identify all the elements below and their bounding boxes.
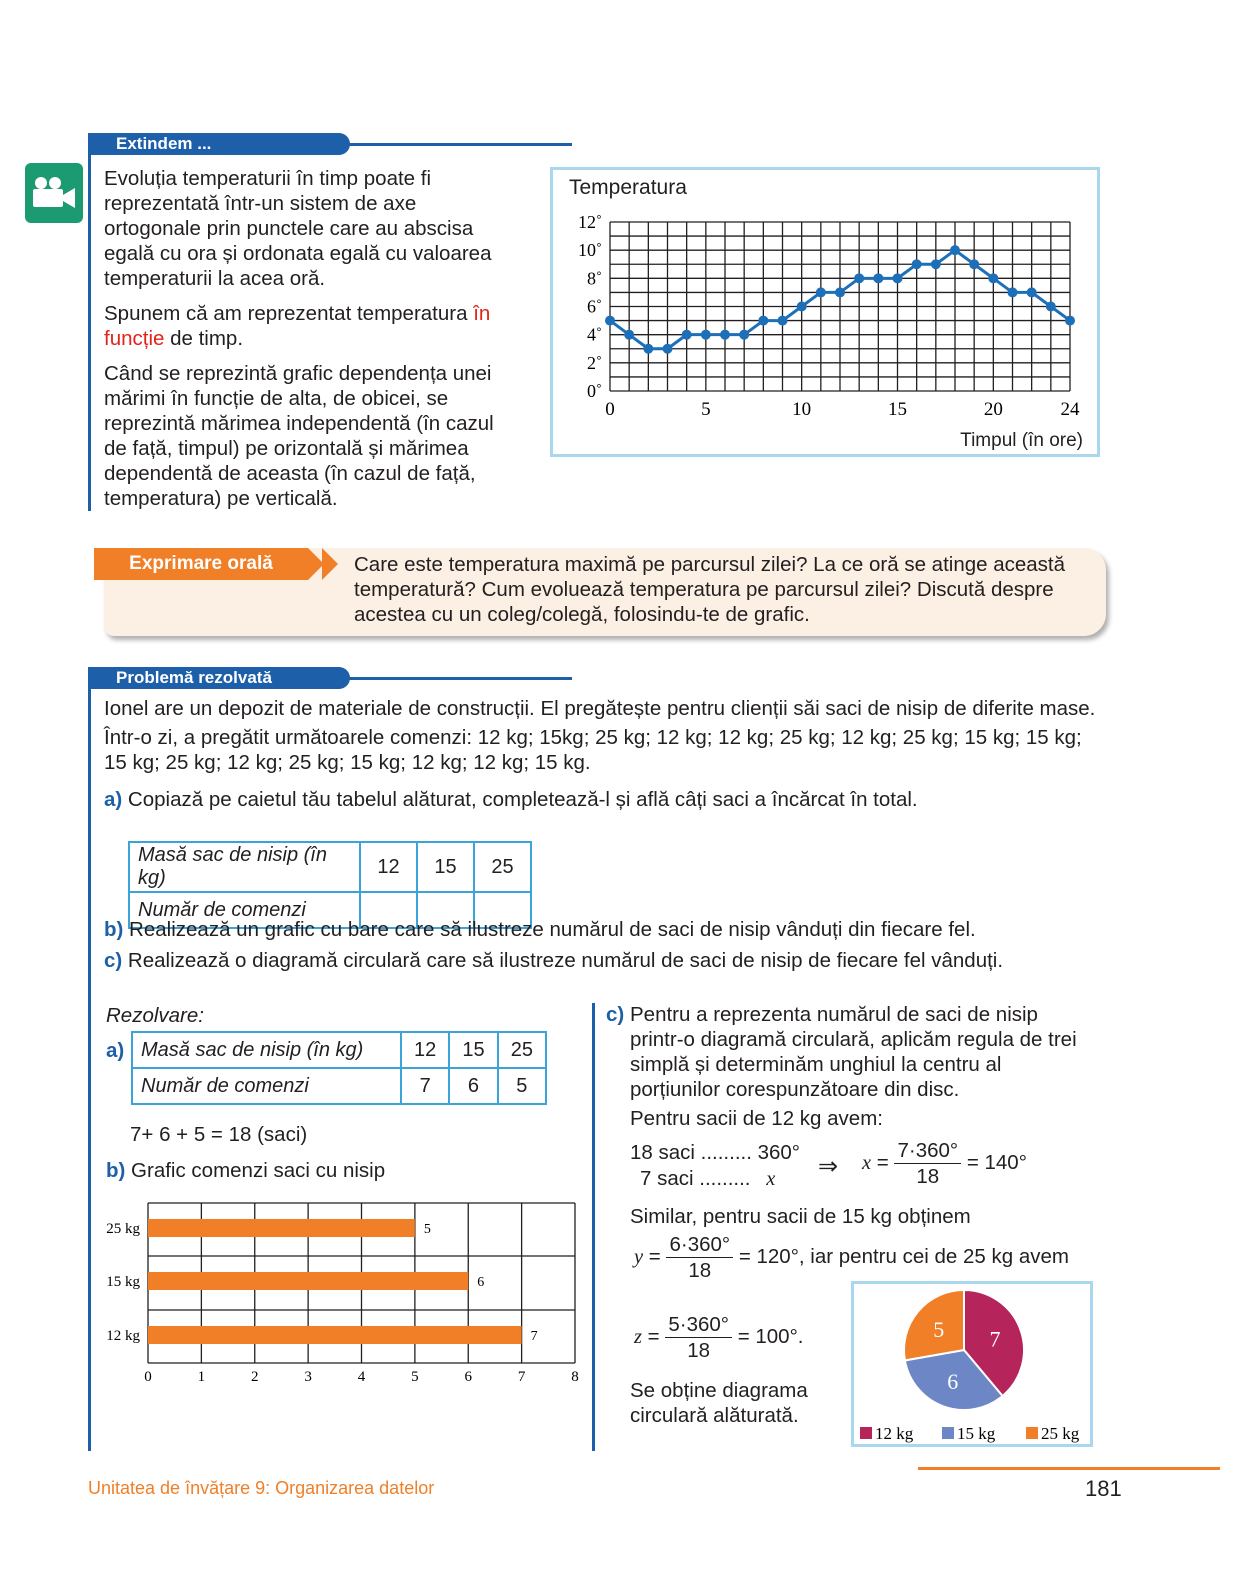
- solution-c-paragraph-2: Pentru sacii de 12 kg avem:: [630, 1107, 883, 1130]
- eq-x-result: 140°: [984, 1150, 1027, 1174]
- temperature-data-point: [605, 316, 615, 326]
- eq-y-tail: , iar pentru cei de 25 kg avem: [798, 1244, 1069, 1268]
- eq-z-result: 100°.: [755, 1324, 804, 1348]
- task-b-label: b): [104, 918, 124, 941]
- temperature-data-point: [758, 316, 768, 326]
- eq-x-lhs: x: [862, 1151, 872, 1174]
- in-functie-highlight: în funcție: [104, 302, 491, 350]
- solution-table-mass: 15: [449, 1032, 497, 1068]
- solution-b-label: b): [106, 1159, 126, 1182]
- solution-table-row2-label: Număr de comenzi: [132, 1068, 401, 1104]
- temperature-data-point: [682, 330, 692, 340]
- column-divider: [592, 1003, 595, 1451]
- y-tick-label: 6˚: [587, 296, 602, 317]
- y-tick-label: 0˚: [587, 381, 602, 401]
- extindem-paragraph-1: Evoluția temperaturii în timp poate fi reprezentată într-un sistem de axe ortogonale prin punctele care au abscisa egală cu ora și ordonata egală cu valoarea temperaturii la acea oră.: [104, 167, 492, 290]
- x-tick-label: 2: [251, 1369, 259, 1385]
- solution-table-mass: 25: [498, 1032, 546, 1068]
- temperature-data-point: [988, 273, 998, 283]
- task-c: [104, 948, 1104, 973]
- x-tick-label: 0: [144, 1369, 152, 1385]
- temperature-data-point: [1065, 316, 1075, 326]
- solution-table: [131, 1031, 547, 1105]
- solution-sum: 7+ 6 + 5 = 18 (saci): [130, 1123, 308, 1146]
- oral-expression-label: Exprimare orală: [94, 548, 308, 580]
- temperature-data-point: [816, 287, 826, 297]
- solution-table-count: 5: [498, 1068, 546, 1104]
- footer-unit-title: Unitatea de învățare 9: Organizarea datelor: [88, 1478, 435, 1498]
- temperature-data-point: [663, 344, 673, 354]
- y-tick-label: 12˚: [578, 212, 602, 232]
- pie-slice-label: 7: [989, 1326, 1001, 1352]
- temperature-chart-xlabel: Timpul (în ore): [960, 430, 1083, 451]
- temperature-data-point: [873, 273, 883, 283]
- solution-c-label: c): [606, 1003, 625, 1026]
- rule-line-2-var: x: [766, 1168, 776, 1190]
- bar: [148, 1272, 468, 1290]
- task-table-mass: 25: [474, 842, 531, 892]
- temperature-data-point: [969, 259, 979, 269]
- problem-statement: [104, 696, 1104, 812]
- problem-intro-1: Ionel are un depozit de materiale de construcții. El pregătește pentru clienții săi saci de nisip de diferite mase.: [104, 697, 1096, 720]
- task-table: [128, 841, 532, 929]
- problem-label: Problemă rezolvată: [88, 667, 350, 689]
- x-tick-label: 1: [197, 1369, 206, 1385]
- equation-y: y = $\frac{6\cdot 360^\circ}{18}$ = 120°, iar pentru cei de 25 kg avem: [634, 1233, 1069, 1282]
- p2-after: de timp.: [164, 327, 244, 350]
- temperature-data-point: [720, 330, 730, 340]
- x-tick-label: 10: [792, 399, 812, 420]
- rule-of-three-line-1: 18 saci ......... 360°: [630, 1141, 801, 1164]
- p2-before: Spunem că am reprezentat temperatura: [104, 302, 474, 325]
- bar: [148, 1219, 415, 1237]
- task-table-mass: 15: [417, 842, 474, 892]
- y-tick-label: 8˚: [587, 268, 602, 289]
- task-table-row1-label: Masă sac de nisip (în kg): [129, 842, 360, 892]
- legend-swatch: [942, 1427, 954, 1439]
- task-a-label: a): [104, 788, 123, 811]
- task-a-text: Copiază pe caietul tău tabelul alăturat, completează-l și află câți saci a încărcat în total.: [122, 788, 918, 811]
- equation-x: x = $\frac{7\cdot 360^\circ}{18}$ = 140°: [862, 1139, 1027, 1188]
- rule-of-three-line-2: [640, 1166, 775, 1192]
- x-tick-label: 7: [517, 1369, 526, 1385]
- extindem-text: [104, 166, 504, 521]
- temperature-data-point: [835, 287, 845, 297]
- temperature-chart-frame: [550, 167, 1100, 457]
- solution-c-text: [630, 1002, 1090, 1131]
- extindem-header: [88, 133, 572, 155]
- solution-a-label: a): [106, 1039, 125, 1062]
- temperature-data-point: [797, 302, 807, 312]
- temperature-data-point: [931, 259, 941, 269]
- y-tick-label: 4˚: [587, 324, 602, 345]
- task-b: [104, 917, 1104, 942]
- eq-y-result: 120°: [756, 1244, 799, 1268]
- footer-rule: [918, 1467, 1220, 1470]
- eq-x-numerator: 7·360°: [894, 1138, 961, 1164]
- legend-swatch: [860, 1427, 872, 1439]
- task-a: [104, 787, 1104, 812]
- problem-header-line: [328, 677, 572, 680]
- extindem-paragraph-2: [104, 301, 504, 351]
- temperature-data-point: [643, 344, 653, 354]
- solution-c-paragraph-3: Similar, pentru sacii de 15 kg obținem: [630, 1205, 971, 1228]
- rezolvare-label: Rezolvare:: [106, 1004, 204, 1027]
- solution-table-row1-label: Masă sac de nisip (în kg): [132, 1032, 401, 1068]
- video-camera-icon[interactable]: [25, 163, 83, 223]
- temperature-data-point: [950, 245, 960, 255]
- temperature-chart-title: Temperatura: [569, 176, 687, 199]
- x-tick-label: 15: [888, 399, 907, 420]
- x-tick-label: 4: [357, 1369, 366, 1385]
- problem-intro-2: Într-o zi, a pregătit următoarele comenzi: 12 kg; 15kg; 25 kg; 12 kg; 12 kg; 25 kg; 12 kg; 25 kg; 15 kg; 15 kg; 15 kg; 25 kg; 12 kg; 25 kg; 15 kg; 12 kg; 12 kg; 15 kg.: [104, 726, 1082, 774]
- implies-symbol: ⇒: [818, 1154, 839, 1180]
- x-tick-label: 5: [701, 399, 711, 420]
- bar-category-label: 15 kg: [106, 1274, 140, 1290]
- rule-line-2-text: 7 saci .........: [640, 1167, 751, 1190]
- y-tick-label: 2˚: [587, 352, 602, 373]
- temperature-data-point: [1008, 287, 1018, 297]
- equation-z: z = $\frac{5\cdot 360^\circ}{18}$ = 100°.: [634, 1313, 804, 1362]
- temperature-data-point: [624, 330, 634, 340]
- bar-value-label: 5: [423, 1222, 431, 1237]
- pie-chart-frame: [851, 1281, 1093, 1447]
- extindem-header-line: [328, 143, 572, 146]
- y-tick-label: 10˚: [578, 240, 602, 261]
- eq-y-denominator: 18: [688, 1259, 712, 1282]
- bar-value-label: 6: [477, 1275, 485, 1290]
- eq-y-lhs: y: [634, 1245, 644, 1268]
- pie-slice-label: 5: [933, 1316, 945, 1342]
- pie-slice-label: 6: [947, 1369, 959, 1395]
- legend-label: 12 kg: [875, 1424, 914, 1443]
- eq-z-numerator: 5·360°: [665, 1312, 732, 1338]
- task-c-label: c): [104, 949, 123, 972]
- x-tick-label: 8: [571, 1369, 579, 1385]
- solution-table-count: 7: [401, 1068, 449, 1104]
- extindem-paragraph-3: Când se reprezintă grafic dependența unei mărimi în funcție de alta, de obicei, se reprezintă mărimea independentă (în cazul de față, timpul) pe orizontală și mărimea dependentă de aceasta (în cazul de față, temperatura) pe verticală.: [104, 362, 494, 510]
- temperature-data-point: [1046, 302, 1056, 312]
- eq-z-denominator: 18: [687, 1339, 711, 1362]
- temperature-data-point: [1027, 287, 1037, 297]
- bar-chart: [90, 1195, 590, 1390]
- task-b-text: Realizează un grafic cu bare care să ilustreze numărul de saci de nisip vânduți din fiecare fel.: [123, 918, 976, 941]
- tasks-bc: [104, 917, 1104, 983]
- solution-table-mass: 12: [401, 1032, 449, 1068]
- legend-swatch: [1026, 1427, 1038, 1439]
- temperature-data-point: [701, 330, 711, 340]
- eq-x-denominator: 18: [916, 1165, 940, 1188]
- extindem-left-rule: [88, 133, 91, 511]
- solution-c-paragraph-4: Se obține diagrama circulară alăturată.: [630, 1379, 808, 1427]
- temperature-line-chart: [553, 170, 1097, 454]
- bar: [148, 1326, 522, 1344]
- solution-table-count: 6: [449, 1068, 497, 1104]
- page-number: 181: [1085, 1476, 1122, 1501]
- legend-label: 25 kg: [1041, 1424, 1080, 1443]
- chevron-right-icon: [322, 548, 338, 580]
- x-tick-label: 24: [1060, 399, 1080, 420]
- solution-b: [106, 1158, 385, 1183]
- problem-header: [88, 667, 572, 689]
- task-table-row2-label: Număr de comenzi: [129, 892, 360, 928]
- temperature-data-point: [854, 273, 864, 283]
- task-c-text: Realizează o diagramă circulară care să ilustreze numărul de saci de nisip de fiecare fel vânduți.: [122, 949, 1004, 972]
- bar-category-label: 25 kg: [106, 1221, 140, 1237]
- x-tick-label: 20: [983, 399, 1003, 420]
- temperature-data-point: [912, 259, 922, 269]
- temperature-data-point: [739, 330, 749, 340]
- bar-category-label: 12 kg: [106, 1328, 140, 1344]
- temperature-data-point: [893, 273, 903, 283]
- legend-label: 15 kg: [957, 1424, 996, 1443]
- task-table-mass: 12: [360, 842, 417, 892]
- x-tick-label: 5: [411, 1369, 419, 1385]
- x-tick-label: 0: [605, 399, 615, 420]
- extindem-label: Extindem ...: [88, 133, 350, 155]
- x-tick-label: 3: [304, 1369, 312, 1385]
- pie-chart: [854, 1284, 1090, 1444]
- oral-expression-text: Care este temperatura maximă pe parcursul zilei? La ce oră se atinge această temperatură? Cum evoluează temperatura pe parcursul zilei? Discută despre acestea cu un coleg/colegă, folosindu-te de grafic.: [354, 553, 1066, 626]
- solution-b-title: Grafic comenzi saci cu nisip: [125, 1159, 386, 1182]
- temperature-data-point: [778, 316, 788, 326]
- bar-value-label: 7: [530, 1329, 538, 1344]
- eq-z-lhs: z: [634, 1325, 642, 1348]
- eq-y-numerator: 6·360°: [666, 1232, 733, 1258]
- solution-c-paragraph-1: Pentru a reprezenta numărul de saci de nisip printr-o diagramă circulară, aplicăm regula de trei simplă și determinăm unghiul la centru al porțiunilor corespunzătoare din disc.: [630, 1003, 1077, 1101]
- x-tick-label: 6: [464, 1369, 472, 1385]
